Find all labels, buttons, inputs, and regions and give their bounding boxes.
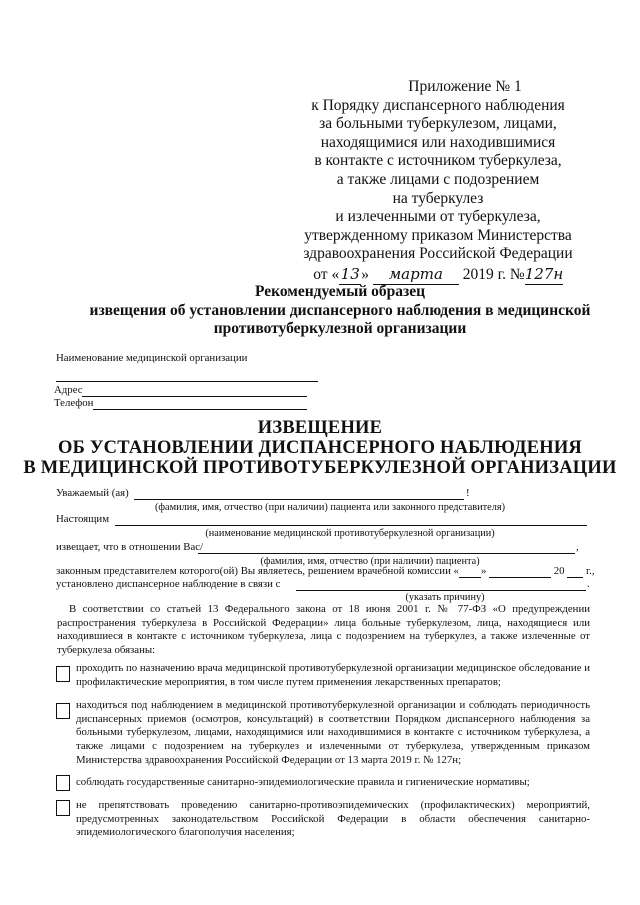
commission-year[interactable] xyxy=(567,565,583,578)
legal-label: законным представителем которого(ой) Вы являетесь, решением врачебной комиссии « xyxy=(56,565,459,577)
appendix-line: к Порядку диспансерного наблюдения xyxy=(311,96,565,114)
dear-end: ! xyxy=(466,487,470,499)
established-label: установлено диспансерное наблюдение в связи с xyxy=(56,578,281,590)
appendix-line: здравоохранения Российской Федерации xyxy=(303,245,573,263)
address-line[interactable] xyxy=(82,396,307,397)
phone-line[interactable] xyxy=(93,409,307,410)
legal-year: 20 xyxy=(553,565,565,577)
informs-caption: (фамилия, имя, отчество (при наличии) пациента) xyxy=(260,556,480,567)
commission-day[interactable] xyxy=(459,565,481,578)
notice-title-line: ИЗВЕЩЕНИЕ xyxy=(257,418,383,438)
date-year: 2019 г. № xyxy=(462,265,525,283)
obligation-item: находиться под наблюдением в медицинской противотуберкулезной организации и соблюдать периодичность диспансерных приемов (осмотров, консультаций) в соответствии Порядком диспансерного наблюдения за больными туберкулезом, лицами, находящимися или находившимися в контакте с источником туберкулеза, а также лицами с подозрением на туберкулез и излеченными от туберкулеза, утвержденным приказом Министерства здравоохранения Российской Федерации от 13 марта 2019 г. № 127н; xyxy=(76,699,590,766)
present-caption: (наименование медицинской противотуберкулезной организации) xyxy=(205,528,495,539)
law-paragraph: В соответствии со статьей 13 Федерального закона от 18 июня 2001 г. № 77-ФЗ «О предупреждении распространения туберкулеза в Российской Федерации» лица больные туберкулезом, лица, находящиеся или находившиеся в контакте с источником туберкулеза, лица с подозрением на туберкулез, а также излеченные от туберкулеза обязаны: xyxy=(57,603,590,657)
sample-title-line: Рекомендуемый образец xyxy=(254,283,426,300)
date-month: марта xyxy=(373,265,459,285)
address-label: Адрес xyxy=(54,384,83,396)
appendix-line: а также лицами с подозрением xyxy=(336,170,540,188)
appendix-line: на туберкулез xyxy=(392,189,484,207)
date-prefix: от « xyxy=(313,265,340,283)
date-day: 13 xyxy=(340,264,360,283)
legal-text xyxy=(56,565,595,578)
org-name-line xyxy=(56,381,318,382)
dear-caption: (фамилия, имя, отчество (при наличии) пациента или законного представителя) xyxy=(154,502,506,513)
sample-title-line: противотуберкулезной организации xyxy=(213,320,467,337)
appendix-line: Приложение № 1 xyxy=(408,78,522,95)
notice-title xyxy=(0,418,640,478)
date-mid: » xyxy=(361,265,369,283)
notice-title-line: В МЕДИЦИНСКОЙ ПРОТИВОТУБЕРКУЛЕЗНОЙ ОРГАНИЗАЦИИ xyxy=(23,458,617,478)
obligation-checkbox[interactable] xyxy=(56,666,70,682)
appendix-line: в контакте с источником туберкулеза, xyxy=(314,152,562,170)
reason-line[interactable] xyxy=(296,590,586,591)
informs-label: извещает, что в отношении Вас/ xyxy=(56,541,204,553)
present-line[interactable] xyxy=(115,525,587,526)
appendix-header xyxy=(288,78,588,285)
sample-title xyxy=(0,283,640,339)
present-label: Настоящим xyxy=(56,513,110,525)
obligation-item: проходить по назначению врача медицинской противотуберкулезной организации медицинское обследование и профилактические мероприятия, в том числе путем применения лекарственных препаратов; xyxy=(76,662,590,688)
obligation-item: соблюдать государственные санитарно-эпидемиологические правила и гигиенические нормативы; xyxy=(76,776,530,788)
appendix-date-line xyxy=(288,265,588,285)
legal-end: г., xyxy=(585,565,595,577)
reason-caption: (указать причину) xyxy=(405,592,485,603)
obligation-checkbox[interactable] xyxy=(56,703,70,719)
org-name-label: Наименование медицинской организации xyxy=(56,352,248,364)
dear-label: Уважаемый (ая) xyxy=(56,487,129,499)
obligation-item: не препятствовать проведению санитарно-противоэпидемических (профилактических) мероприятий, предусмотренных законодательством Российской Федерации в области обеспечения санитарно-эпидемиологического благополучия населения; xyxy=(76,799,590,839)
appendix-line: утвержденному приказом Министерства xyxy=(304,226,572,244)
phone-label: Телефон xyxy=(54,397,94,409)
appendix-line: за больными туберкулезом, лицами, xyxy=(319,115,557,133)
notice-title-line: ОБ УСТАНОВЛЕНИИ ДИСПАНСЕРНОГО НАБЛЮДЕНИЯ xyxy=(58,438,582,458)
established-end: . xyxy=(587,578,590,590)
sample-title-line: извещения об установлении диспансерного наблюдения в медицинской xyxy=(89,301,591,319)
obligation-checkbox[interactable] xyxy=(56,775,70,791)
appendix-line: находящимися или находившимися xyxy=(320,133,556,151)
informs-line[interactable] xyxy=(198,553,575,554)
informs-end: , xyxy=(576,541,579,553)
appendix-line: и излеченными от туберкулеза, xyxy=(335,208,541,226)
legal-quote: » xyxy=(480,565,487,577)
order-number: 127н xyxy=(524,264,564,283)
dear-line[interactable] xyxy=(134,499,464,500)
obligation-checkbox[interactable] xyxy=(56,800,70,816)
commission-month[interactable] xyxy=(489,565,551,578)
